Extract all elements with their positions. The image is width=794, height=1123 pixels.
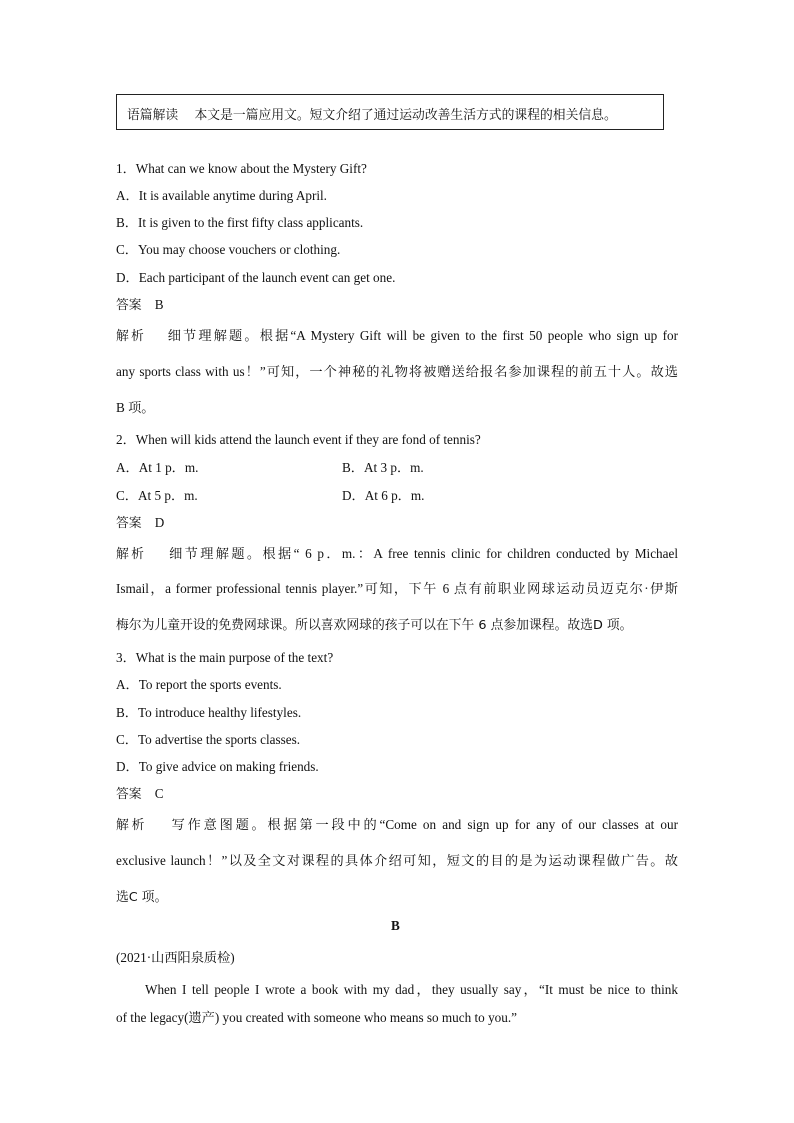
intro-line (127, 104, 617, 123)
section-source: (2021·山西阳泉质检) (116, 950, 235, 965)
q3-option-a: A．To report the sports events. (116, 677, 282, 692)
q3-option-b: B．To introduce healthy lifestyles. (116, 705, 302, 720)
q3-analysis-line-1 (116, 814, 678, 833)
q1-option-c: C．You may choose vouchers or clothing. (116, 242, 341, 257)
q2-answer-value: D (154, 515, 165, 530)
q1-analysis-line-1 (116, 325, 678, 344)
q2-analysis-line-1 (116, 543, 678, 562)
passage-line-2: of the legacy(遗产) you created with someone who means so much to you.” (116, 1010, 518, 1025)
q2-question: 2．When will kids attend the launch event if they are fond of tennis? (116, 432, 481, 447)
q1-answer-label: 答案 (116, 298, 142, 313)
q1-analysis-line-2: any sports class with us！”可知，一个神秘的礼物将被赠送给报名参加课程的前五十人。故选 (116, 364, 678, 379)
q2-option-b: B．At 3 p．m. (342, 460, 424, 475)
q1-option-b: B．It is given to the first fifty class applicants. (116, 215, 364, 230)
q2-analysis-line-2: Ismail，a former professional tennis player.”可知，下午 6 点有前职业网球运动员迈克尔·伊斯 (116, 581, 678, 596)
q3-analysis-line-2: exclusive launch！”以及全文对课程的具体介绍可知，短文的目的是为运动课程做广告。故 (116, 853, 678, 868)
intro-label: 语篇解读 (127, 108, 179, 123)
passage-line-1: When I tell people I wrote a book with my dad，they usually say，“It must be nice to think (145, 982, 678, 997)
q1-question: 1．What can we know about the Mystery Gift? (116, 161, 367, 176)
q2-analysis-text-1: 细节理解题。根据“ 6 p．m.：A free tennis clinic for children conducted by Michael (169, 546, 679, 561)
q1-analysis-label: 解析 (116, 329, 146, 344)
q3-analysis-text-1: 写作意图题。根据第一段中的“Come on and sign up for any of our classes at our (171, 817, 679, 832)
q3-option-c: C．To advertise the sports classes. (116, 732, 301, 747)
q2-option-a: A．At 1 p．m. (116, 460, 199, 475)
intro-box (116, 94, 664, 130)
q2-option-d: D．At 6 p．m. (342, 488, 425, 503)
section-heading: B (391, 918, 400, 933)
q1-answer (116, 294, 164, 313)
q1-option-a: A．It is available anytime during April. (116, 188, 327, 203)
q2-analysis-line-3: 梅尔为儿童开设的免费网球课。所以喜欢网球的孩子可以在下午 6 点参加课程。故选D 项。 (116, 618, 633, 633)
q1-analysis-text-1: 细节理解题。根据“A Mystery Gift will be given to the first 50 people who sign up for (167, 328, 679, 343)
q2-answer (116, 512, 164, 531)
q3-analysis-label: 解析 (116, 818, 148, 833)
q3-question: 3．What is the main purpose of the text? (116, 650, 334, 665)
q3-answer (116, 783, 164, 802)
intro-text: 本文是一篇应用文。短文介绍了通过运动改善生活方式的课程的相关信息。 (194, 108, 617, 123)
q2-answer-label: 答案 (116, 516, 142, 531)
q3-answer-value: C (154, 786, 164, 801)
q1-option-d: D．Each participant of the launch event can get one. (116, 270, 396, 285)
q1-answer-value: B (154, 297, 164, 312)
q3-option-d: D．To give advice on making friends. (116, 759, 319, 774)
q3-answer-label: 答案 (116, 787, 142, 802)
q2-option-c: C．At 5 p．m. (116, 488, 198, 503)
q2-analysis-label: 解析 (116, 547, 147, 562)
q3-analysis-line-3: 选C 项。 (116, 890, 168, 905)
q1-analysis-line-3: B 项。 (116, 400, 155, 415)
